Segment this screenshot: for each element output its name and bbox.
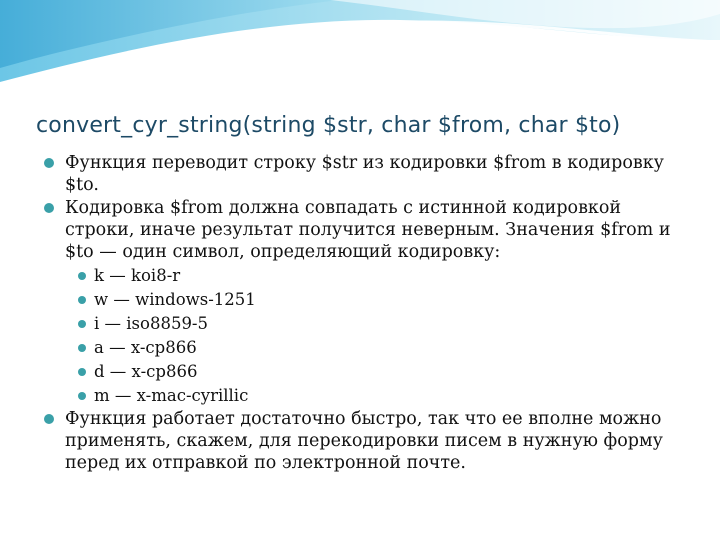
bullet-icon	[44, 203, 54, 213]
slide-body	[44, 152, 684, 474]
bullet-text: Функция работает достаточно быстро, так что ее вполне можно применять, скажем, для перекодировки писем в нужную форму перед их отправкой по электронной почте.	[65, 409, 663, 473]
sub-bullet-item	[78, 312, 684, 336]
sub-bullet-item	[78, 264, 684, 288]
sub-bullet-text: d — x-cp866	[94, 362, 198, 381]
sub-bullet-item	[78, 384, 684, 408]
bullet-icon	[78, 368, 86, 376]
bullet-icon	[44, 414, 54, 424]
sub-bullet-item	[78, 360, 684, 384]
slide-title: convert_cyr_string(string $str, char $from, char $to)	[36, 113, 621, 138]
header-wave-decoration	[0, 0, 720, 110]
bullet-item	[44, 197, 684, 263]
sub-bullet-text: m — x-mac-cyrillic	[94, 386, 249, 405]
sub-bullet-item	[78, 288, 684, 312]
bullet-icon	[78, 344, 86, 352]
bullet-text: Кодировка $from должна совпадать с истинной кодировкой строки, иначе результат получится неверным. Значения $from и $to — один символ, определяющий кодировку:	[65, 198, 671, 262]
bullet-icon	[44, 158, 54, 168]
bullet-icon	[78, 272, 86, 280]
sub-bullet-text: a — x-cp866	[94, 338, 197, 357]
sub-bullet-text: k — koi8-r	[94, 266, 181, 285]
sub-bullet-text: i — iso8859-5	[94, 314, 209, 333]
bullet-icon	[78, 320, 86, 328]
sub-bullet-text: w — windows-1251	[94, 290, 256, 309]
bullet-item	[44, 152, 684, 196]
bullet-text: Функция переводит строку $str из кодировки $from в кодировку $to.	[65, 153, 664, 195]
bullet-icon	[78, 296, 86, 304]
sub-bullet-item	[78, 336, 684, 360]
bullet-icon	[78, 392, 86, 400]
bullet-item	[44, 408, 684, 474]
